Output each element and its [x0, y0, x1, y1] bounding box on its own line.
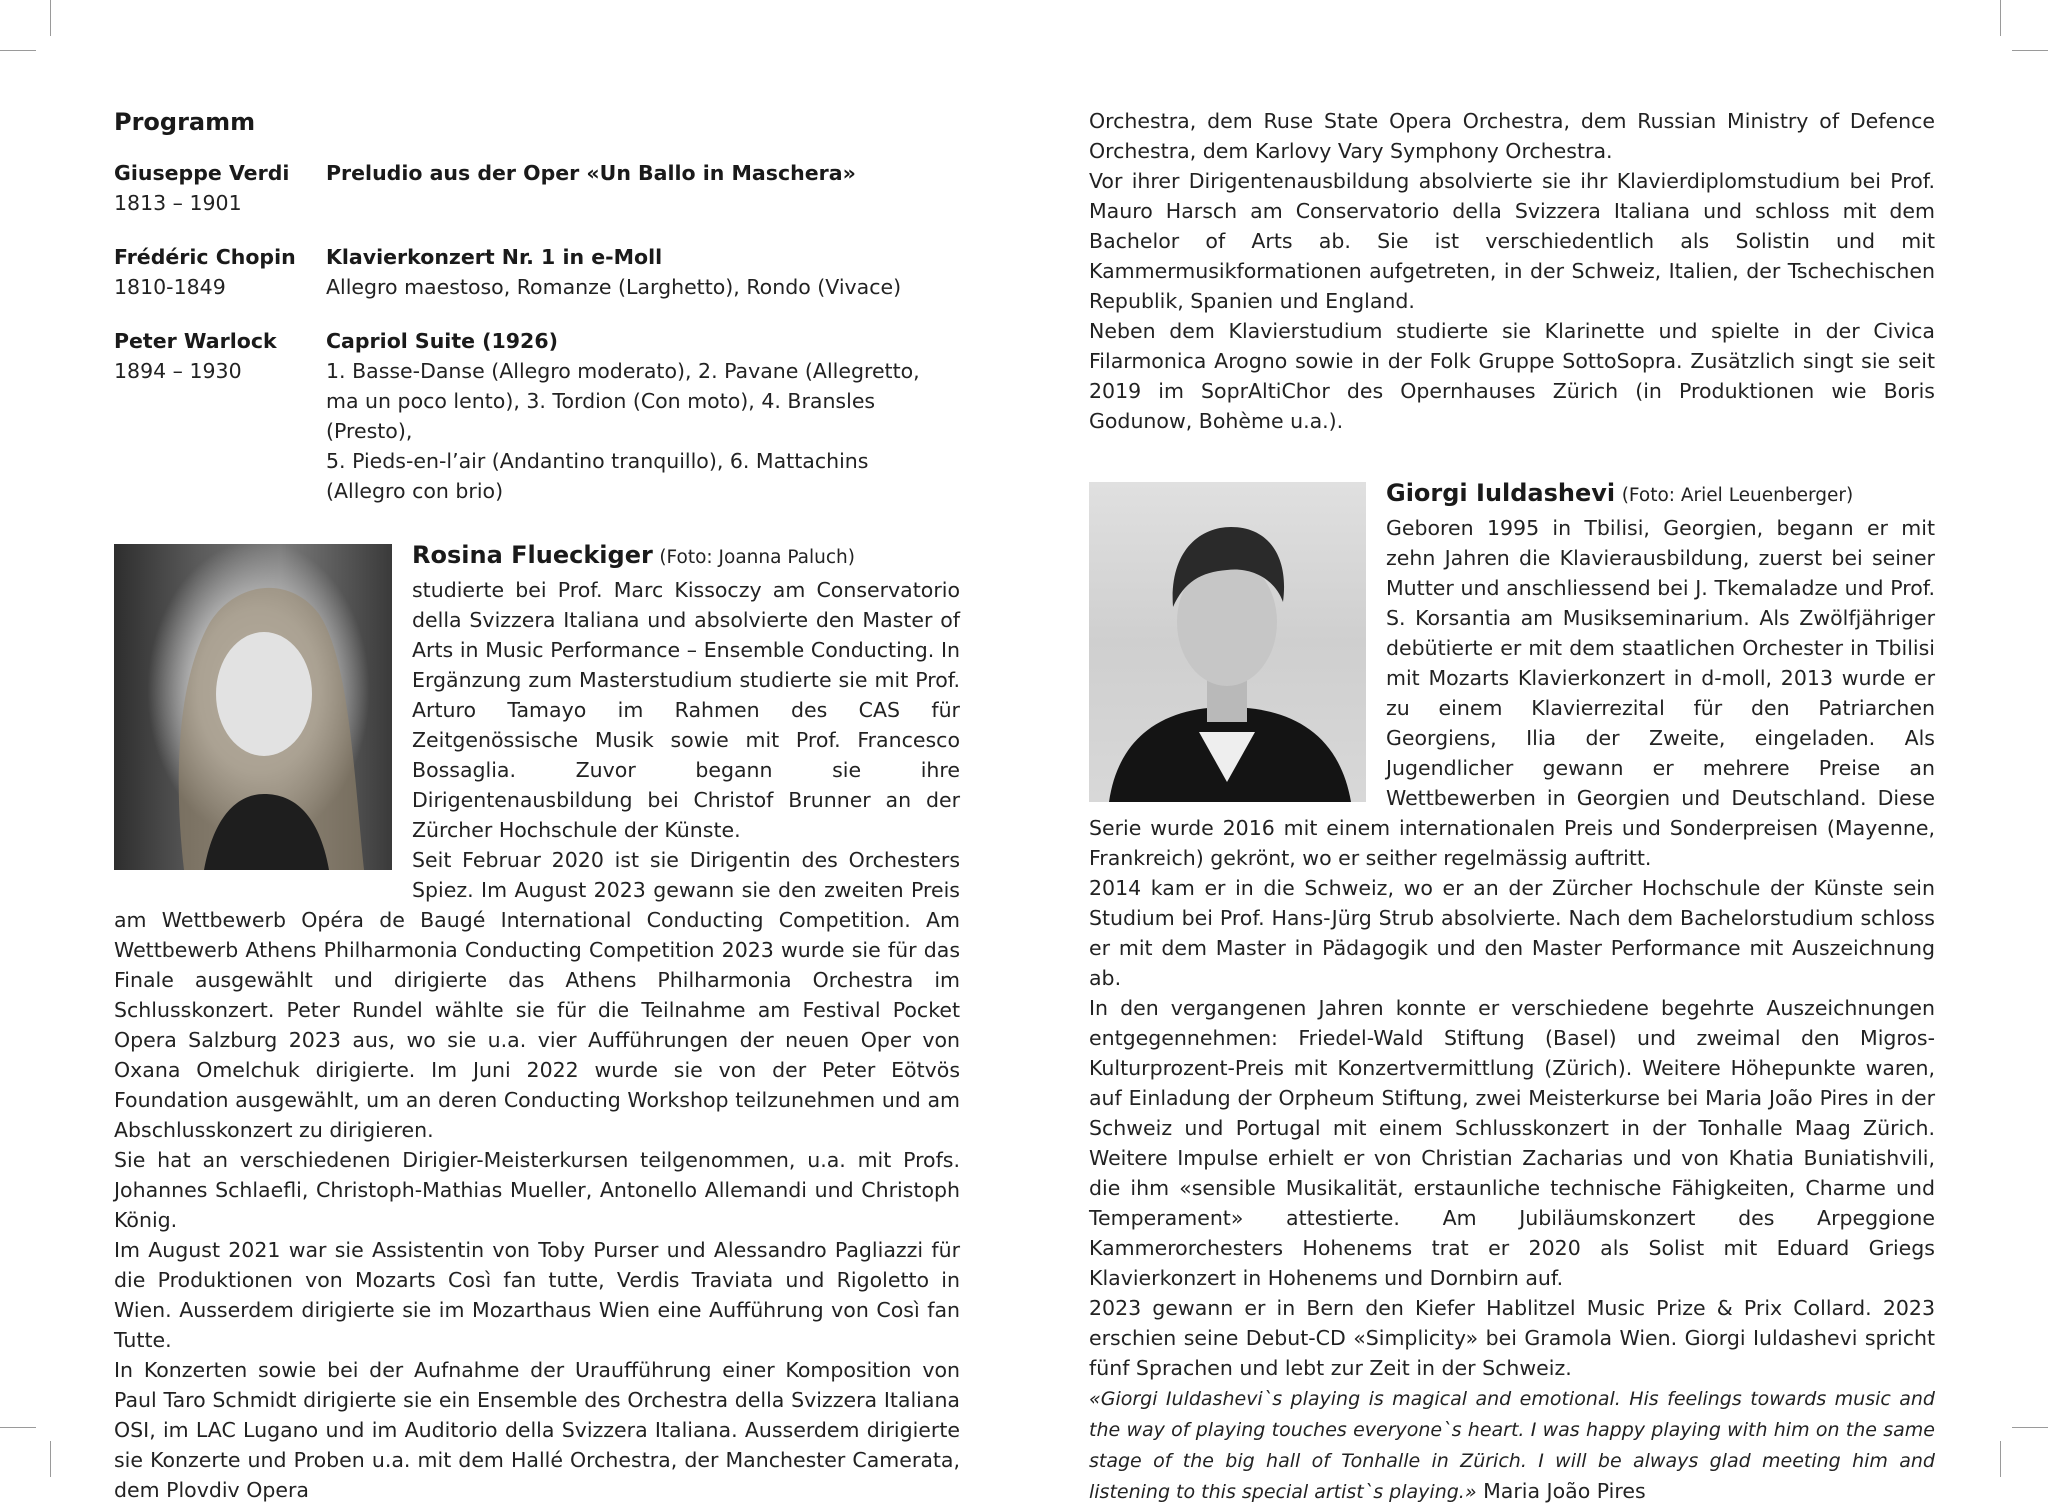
giorgi-name: Giorgi Iuldashevi [1386, 479, 1616, 507]
giorgi-photo-credit: (Foto: Ariel Leuenberger) [1621, 485, 1854, 506]
work-movements: ma un poco lento), 3. Tordion (Con moto), 4. Bransles (Presto), [326, 389, 876, 443]
work-movements: Allegro maestoso, Romanze (Larghetto), Rondo (Vivace) [326, 275, 902, 299]
program-item [114, 242, 960, 302]
crop-mark [0, 50, 36, 51]
composer-dates: 1810-1849 [114, 275, 226, 299]
crop-mark [2012, 1427, 2048, 1428]
rosina-bio-continued [1089, 106, 1935, 436]
giorgi-quote-block [1089, 1383, 1935, 1507]
rosina-paragraph: Sie hat an verschiedenen Dirigier-Meisterkursen teilgenommen, u.a. mit Profs. Johannes Schlaefli, Christoph-Mathias Mueller, Antonello Allemandi und Christoph König. [114, 1148, 960, 1232]
composer-name: Frédéric Chopin [114, 245, 296, 269]
rosina-name: Rosina Flueckiger [412, 541, 653, 569]
program-list [114, 158, 960, 506]
rosina-paragraph: Vor ihrer Dirigentenausbildung absolvierte sie ihr Klavierdiplomstudium bei Prof. Mauro Harsch am Conservatorio della Svizzera Italiana und schloss mit dem Bachelor of Arts ab. Sie ist verschiedentlich als Solistin und mit Kammermusikformationen aufgetreten, in der Schweiz, Italien, der Tschechischen Republik, Spanien und England. [1089, 169, 1935, 313]
portrait-silhouette-icon [114, 544, 392, 870]
rosina-paragraph: studierte bei Prof. Marc Kissoczy am Conservatorio della Svizzera Italiana und absolvierte den Master of Arts in Music Performance – Ensemble Conducting. In Ergänzung zum Masterstudium studierte sie mit Prof. Arturo Tamayo im Rahmen des CAS für Zeitgenössische Musik sowie mit Prof. Francesco Bossaglia. Zuvor begann sie ihre Dirigentenausbildung bei Christof Brunner an der Zürcher Hochschule der Künste. [412, 578, 960, 842]
giorgi-paragraph: 2014 kam er in die Schweiz, wo er an der Zürcher Hochschule der Künste sein Studium bei Prof. Hans-Jürg Strub absolvierte. Nach dem Bachelorstudium schloss er mit dem Master in Pädagogik und den Master Performance mit Auszeichnung ab. [1089, 876, 1935, 990]
composer-name: Peter Warlock [114, 329, 277, 353]
program-item [114, 158, 960, 218]
giorgi-paragraph: 2023 gewann er in Bern den Kiefer Hablitzel Music Prize & Prix Collard. 2023 erschien seine Debut-CD «Simplicity» bei Gramola Wien. Giorgi Iuldashevi spricht fünf Sprachen und lebt zur Zeit in der Schweiz. [1089, 1296, 1935, 1380]
rosina-paragraph: Im August 2021 war sie Assistentin von Toby Purser und Alessandro Pagliazzi für die Produktionen von Mozarts Così fan tutte, Verdis Traviata und Rigoletto in Wien. Ausserdem dirigierte sie im Mozarthaus Wien eine Aufführung von Così fan Tutte. [114, 1238, 960, 1352]
crop-mark [2000, 0, 2001, 36]
work [326, 242, 960, 302]
portrait-silhouette-icon [1089, 482, 1366, 802]
composer-dates: 1894 – 1930 [114, 359, 242, 383]
work-movements: (Allegro con brio) [326, 479, 504, 503]
crop-mark [2012, 50, 2048, 51]
rosina-bio [114, 540, 960, 1505]
rosina-photo-credit: (Foto: Joanna Paluch) [659, 547, 855, 568]
program-title: Programm [114, 108, 256, 136]
composer-dates: 1813 – 1901 [114, 191, 242, 215]
composer-name: Giuseppe Verdi [114, 161, 290, 185]
giorgi-photo [1089, 482, 1366, 802]
crop-mark [0, 1427, 36, 1428]
giorgi-bio [1089, 478, 1935, 1507]
work-title: Preludio aus der Oper «Un Ballo in Maschera» [326, 161, 856, 185]
rosina-paragraph: In Konzerten sowie bei der Aufnahme der Uraufführung einer Komposition von Paul Taro Schmidt dirigierte sie ein Ensemble des Orchestra della Svizzera Italiana OSI, im LAC Lugano und im Auditorio della Svizzera Italiana. Ausserdem dirigierte sie Konzerte und Proben u.a. mit dem Hallé Orchestra, der Manchester Camerata, dem Plovdiv Opera [114, 1358, 960, 1502]
program-item [114, 326, 960, 506]
work-movements: 5. Pieds-en-l’air (Andantino tranquillo), 6. Mattachins [326, 449, 869, 473]
quote-author: Maria João Pires [1483, 1479, 1646, 1503]
composer [114, 158, 326, 218]
crop-mark [50, 0, 51, 36]
rosina-paragraph: Seit Februar 2020 ist sie Dirigentin des Orchesters Spiez. Im August 2023 gewann sie den zweiten Preis am Wettbewerb Opéra de Baugé International Conducting Competition. Am Wettbewerb Athens Philharmonia Conducting Competition 2023 wurde sie für das Finale ausgewählt und dirigierte das Athens Philharmonia Orchestra im Schlusskonzert. Peter Rundel wählte sie für die Teilnahme am Festival Pocket Opera Salzburg 2023 aus, wo sie u.a. vier Aufführungen der neuen Oper von Oxana Omelchuk dirigierte. Im Juni 2022 wurde sie von der Peter Eötvös Foundation ausgewählt, um an deren Conducting Workshop teilzunehmen und am Abschlusskonzert zu dirigieren. [114, 848, 960, 1142]
work-title: Klavierkonzert Nr. 1 in e-Moll [326, 245, 663, 269]
rosina-photo [114, 544, 392, 870]
work-title: Capriol Suite (1926) [326, 329, 558, 353]
work-movements: 1. Basse-Danse (Allegro moderato), 2. Pavane (Allegretto, [326, 359, 920, 383]
work [326, 158, 960, 218]
giorgi-quote: «Giorgi Iuldashevi`s playing is magical and emotional. His feelings towards music and the way of playing touches everyone`s heart. I was happy playing with him on the same stage of the big hall of Tonhalle in Zürich. I will be always glad meeting him and listening to this special artist`s playing.» [1089, 1388, 1935, 1503]
work [326, 326, 960, 506]
left-page [114, 108, 960, 1505]
rosina-paragraph: Orchestra, dem Ruse State Opera Orchestra, dem Russian Ministry of Defence Orchestra, dem Karlovy Vary Symphony Orchestra. [1089, 109, 1935, 163]
giorgi-paragraph: Geboren 1995 in Tbilisi, Georgien, begann er mit zehn Jahren die Klavierausbildung, zuerst bei seiner Mutter und anschliessend bei J. Tkemaladze und Prof. S. Korsantia am Musikseminarium. Als Zwölfjähriger debütierte er mit dem staatlichen Orchester in Tbilisi mit Mozarts Klavierkonzert in d-moll, 2013 wurde er zu einem Klavierrezital für den Patriarchen Georgiens, Ilia der Zweite, eingeladen. Als Jugendlicher gewann er mehrere Preise an Wettbewerben in Georgien und Deutschland. Diese Serie wurde 2016 mit einem internationalen Preis und Sonderpreisen (Mayenne, Frankreich) gekrönt, wo er seither regelmässig auftritt. [1089, 516, 1935, 870]
crop-mark [50, 1441, 51, 1477]
composer [114, 326, 326, 506]
rosina-paragraph: Neben dem Klavierstudium studierte sie Klarinette und spielte in der Civica Filarmonica Arogno sowie in der Folk Gruppe SottoSopra. Zusätzlich singt sie seit 2019 im SoprAltiChor des Opernhauses Zürich (in Produktionen wie Boris Godunow, Bohème u.a.). [1089, 319, 1935, 433]
crop-mark [2000, 1441, 2001, 1477]
right-page [1089, 108, 1935, 1507]
composer [114, 242, 326, 302]
giorgi-paragraph: In den vergangenen Jahren konnte er verschiedene begehrte Auszeichnungen entgegennehmen: Friedel-Wald Stiftung (Basel) und zweimal den Migros-Kulturprozent-Preis mit Konzertvermittlung (Zürich). Weitere Höhepunkte waren, auf Einladung der Orpheum Stiftung, zwei Meisterkurse bei Maria João Pires in der Schweiz und Portugal mit einem Schlusskonzert in der Tonhalle Maag Zürich. Weitere Impulse erhielt er von Christian Zacharias und von Khatia Buniatishvili, die ihm «sensible Musikalität, erstaunliche technische Fähigkeiten, Charme und Temperament» attestierte. Am Jubiläumskonzert des Arpeggione Kammerorchesters Hohenems trat er 2020 als Solist mit Eduard Griegs Klavierkonzert in Hohenems und Dornbirn auf. [1089, 996, 1935, 1290]
